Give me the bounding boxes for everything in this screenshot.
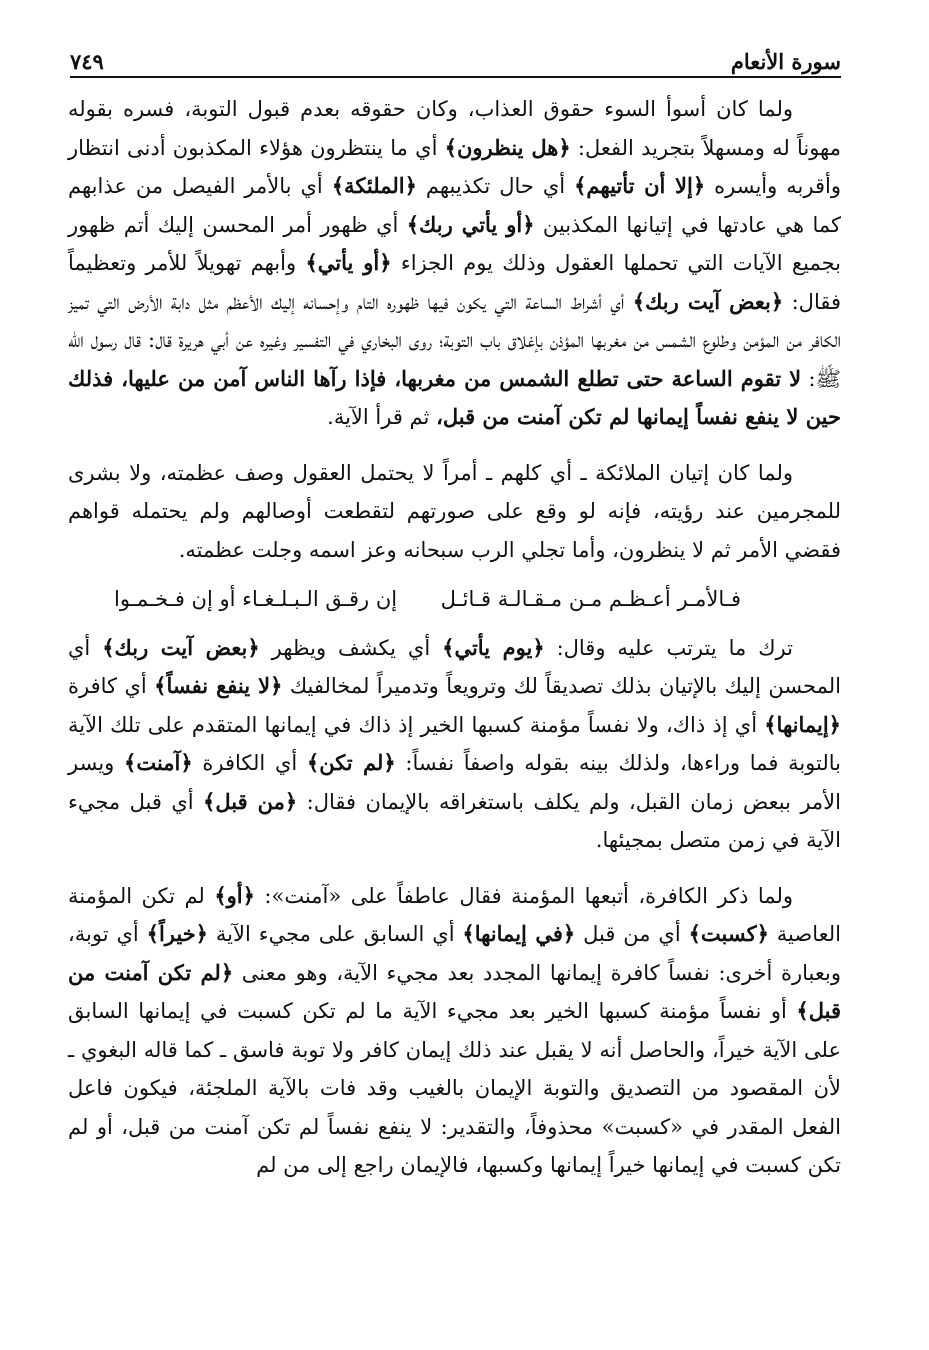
body-text: ويسر الأمر ببعض زمان القبل، ولم يكلف باستغراقه بالإيمان فقال:: [68, 751, 841, 814]
quoted-text-bold: ﴿كسبت﴾: [688, 921, 769, 946]
quoted-text-bold: ﴿يوم يأتي﴾: [442, 634, 545, 660]
quoted-text-bold: ﴿في إيمانها﴾: [462, 921, 576, 946]
poetry-verse: [68, 580, 841, 619]
body-text: أي أشراط الساعة التي يكون فيها ظهوره التام وإحسانه إليك الأعظم مثل دابة الأرض التي تميز الكافر من المؤمن وطلوع الشمس من مغربها المؤذن بإغلاق باب التوبة؛ روى البخاري في التفسير وغيره عن أبي هريرة قال: قال رسول الله ﷺ:: [68, 289, 841, 391]
body-text: أي توبة، وبعبارة أخرى: نفساً كافرة إيمانها المجدد بعد مجيء الآية، وهو معنى: [68, 922, 841, 985]
body-text: ولما ذكر الكافرة، أتبعها المؤمنة فقال عاطفاً على «آمنت»:: [254, 883, 793, 908]
quoted-text-bold: ﴿أو يأتي﴾: [305, 250, 392, 275]
body-text: أي المحسن إليك بالإتيان بذلك تصديقاً لك وترويعاً وتدميراً لمخالفيك: [68, 635, 841, 698]
body-text: أي من قبل: [575, 922, 689, 946]
page-header: [70, 44, 841, 78]
quoted-text-bold: ﴿خيراً﴾: [146, 921, 208, 946]
quoted-text-bold: ﴿لا ينفع نفساً﴾: [154, 673, 283, 698]
paragraph-1: [68, 90, 841, 437]
body-text: أي حال تكذيبهم: [416, 174, 575, 198]
body-text: أي إذ ذاك، ولا نفساً مؤمنة كسبها الخير إذ ذاك في إيمانها المتقدم على تلك الآية بالتوبة فما وراءها، ولذلك بينه بقوله واصفاً نفساً:: [68, 712, 841, 775]
quoted-text-bold: ﴿أو يأتي ربك﴾: [406, 211, 535, 237]
body-text: أي ما ينتظرون هؤلاء المكذبون أدنى انتظار وأقربه وأيسره: [68, 135, 841, 198]
quoted-text-bold: ﴿بعض آيت ربك﴾: [632, 288, 784, 314]
paragraph-2: [68, 454, 841, 570]
paragraph-4: [68, 877, 841, 1185]
body-text: أي قبل مجيء الآية في زمن متصل بمجيئها.: [68, 789, 841, 852]
quoted-text-bold: ﴿إلا أن تأتيهم﴾: [574, 173, 706, 198]
body-text: ترك ما يترتب عليه وقال:: [544, 635, 793, 660]
body-text: وأبهم تهويلاً للأمر وتعظيماً فقال:: [68, 251, 842, 314]
surah-title: سورة الأنعام: [730, 49, 841, 74]
body-text: أي ظهور أمر المحسن إليك أتم ظهور بجميع الآيات التي تحملها العقول وذلك يوم الجزاء: [68, 212, 841, 275]
verse-second-hemistich: إن رقـق الـبـلـغـاء أو إن فـخـمـوا: [114, 587, 398, 611]
body-text: أي كافرة: [68, 674, 155, 698]
body-text: لم تكن المؤمنة العاصية: [68, 883, 841, 946]
body-text: ولما كان أسوأ السوء حقوق العذاب، وكان حقوقه بعدم قبول التوبة، فسره بقوله مهوناً له ومسهلاً بتجريد الفعل:: [68, 97, 841, 160]
quoted-text-bold: ﴿لم تكن آمنت من قبل﴾: [68, 959, 841, 1023]
body-text: أي السابق على مجيء الآية: [208, 922, 463, 946]
body-text: أي بالأمر الفيصل من عذابهم كما هي عادتها في إتيانها المكذبين: [68, 174, 841, 237]
body-text: ولما كان إتيان الملائكة ـ أي كلهم ـ أمراً لا يحتمل العقول وصف عظمته، ولا بشرى للمجرمين عند رؤيته، فإنه لو وقع على صورتهم لتقطعت أوصالهم ولم يحتمله قواهم فقضي الأمر ثم لا ينظرون، وأما تجلي الرب سبحانه وعز اسمه وجلت عظمته.: [68, 460, 841, 562]
body-text: ثم قرأ الآية.: [327, 405, 437, 429]
quoted-text-bold: ﴿من قبل﴾: [203, 788, 298, 814]
quoted-text-bold: ﴿آمنت﴾: [124, 750, 193, 775]
quoted-text-bold: لا تقوم الساعة حتى تطلع الشمس من مغربها، فإذا رآها الناس آمن من عليها، فذلك حين لا ينفع نفساً إيمانها لم تكن آمنت من قبل،: [68, 365, 841, 429]
body-text: أي الكافرة: [192, 751, 307, 775]
quoted-text-bold: ﴿بعض آيت ربك﴾: [102, 634, 260, 660]
quoted-text-bold: ﴿لم تكن﴾: [306, 750, 396, 775]
quoted-text-bold: ﴿الملئكة﴾: [331, 173, 417, 198]
page-body: [68, 90, 841, 1185]
paragraph-3: [68, 629, 841, 860]
body-text: أي يكشف ويظهر: [259, 635, 443, 660]
verse-first-hemistich: فـالأمـر أعـظـم مـن مـقـالـة قـائـل: [440, 587, 741, 611]
page-number: ٧٤٩: [70, 49, 104, 74]
body-text: أو نفساً مؤمنة كسبها الخير بعد مجيء الآية ما لم تكن كسبت في إيمانها السابق على الآية خيراً، والحاصل أنه لا يقبل عند ذلك إيمان كافر ولا توبة فاسق ـ كما قاله البغوي ـ لأن المقصود من التصديق والتوبة الإيمان بالغيب وقد فات بالآية الملجئة، فيكون فاعل الفعل المقدر في «كسبت» محذوفاً، والتقدير: لا ينفع نفساً لم تكن آمنت من قبل، أو لم تكن كسبت في إيمانها خيراً إيمانها وكسبها، فالإيمان راجع إلى من لم: [68, 999, 841, 1177]
quoted-text-bold: ﴿إيمانها﴾: [764, 711, 841, 737]
quoted-text-bold: ﴿هل ينظرون﴾: [444, 134, 571, 160]
quoted-text-bold: ﴿أو﴾: [214, 882, 255, 908]
